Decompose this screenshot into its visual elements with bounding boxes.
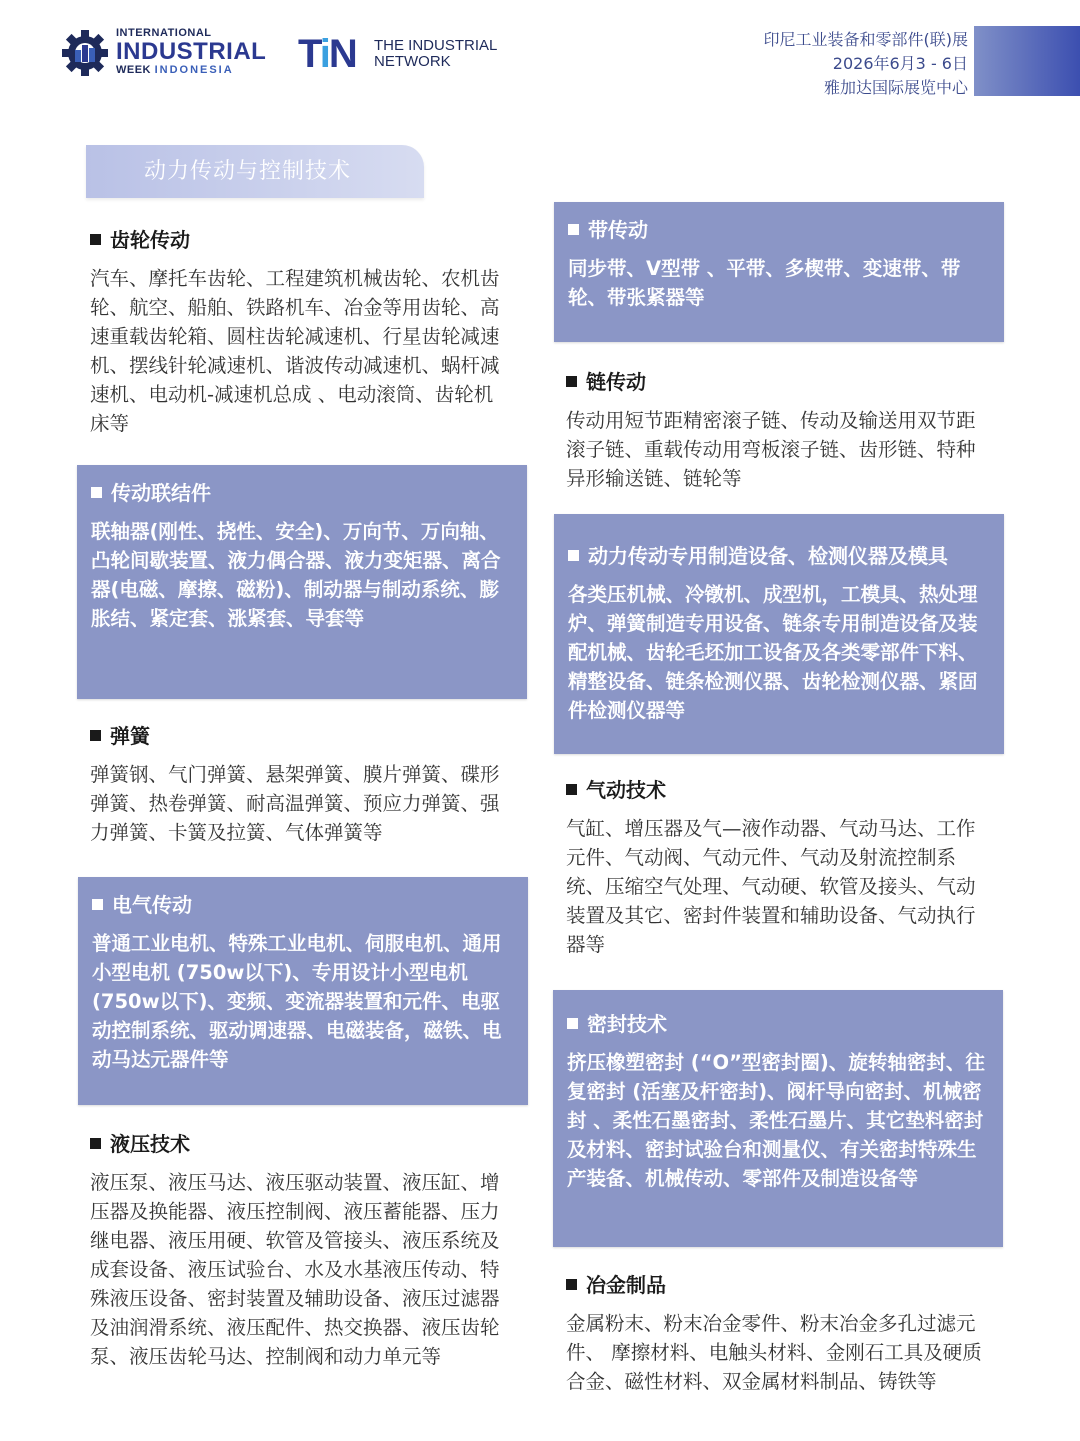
square-bullet-icon <box>568 224 579 235</box>
category-title: 密封技术 <box>567 1010 989 1038</box>
category-text: 同步带、V型带 、平带、多楔带、变速带、带轮、带张紧器等 <box>568 257 961 309</box>
category-pneumatics <box>554 776 1000 959</box>
square-bullet-icon <box>566 784 577 795</box>
page-header <box>0 0 1080 100</box>
gear-icon <box>60 28 110 78</box>
iiw-logo-week: WEEK <box>116 64 151 76</box>
category-title: 链传动 <box>566 368 988 396</box>
category-transmission-couplings <box>77 465 527 699</box>
category-metallurgy-products <box>554 1271 1000 1396</box>
category-title: 带传动 <box>568 216 990 244</box>
category-text: 液压泵、液压马达、液压驱动装置、液压缸、增压器及换能器、液压控制阀、液压蓄能器、压力继电器、液压用硬、软管及管接头、液压系统及成套设备、液压试验台、水及水基液压传动、特殊液压设备、密封装置及辅助设备、液压过滤器及油润滑系统、液压配件、热交换器、液压齿轮泵、液压齿轮马达、控制阀和动力单元等 <box>90 1171 500 1368</box>
category-springs <box>78 722 524 847</box>
square-bullet-icon <box>92 899 103 910</box>
category-title: 齿轮传动 <box>90 226 512 254</box>
tin-logo-mark: TiN <box>298 32 356 76</box>
category-title: 传动联结件 <box>91 479 513 507</box>
category-title: 电气传动 <box>92 891 514 919</box>
category-text: 气缸、增压器及气—液作动器、气动马达、工作元件、气动阀、气动元件、气动及射流控制系统、压缩空气处理、气动硬、软管及接头、气动装置及其它、密封件装置和辅助设备、气动执行器等 <box>566 817 976 956</box>
header-accent-bar <box>974 26 1080 96</box>
event-title: 印尼工业装备和零部件(联)展 <box>763 30 968 49</box>
category-text: 普通工业电机、特殊工业电机、伺服电机、通用小型电机 (750w以下)、专用设计小型电机 (750w以下)、变频、变流器装置和元件、电驱动控制系统、驱动调速器、电磁装备，磁铁、电动马达元器件等 <box>92 932 502 1071</box>
iiw-logo-indonesia: INDONESIA <box>154 64 234 76</box>
category-sealing-technology <box>553 990 1003 1247</box>
category-manufacturing-equipment <box>554 514 1004 754</box>
square-bullet-icon <box>566 376 577 387</box>
square-bullet-icon <box>91 487 102 498</box>
iiw-logo-line1: INTERNATIONAL <box>116 27 212 39</box>
square-bullet-icon <box>568 550 579 561</box>
category-gear-transmission <box>78 226 524 438</box>
square-bullet-icon <box>90 730 101 741</box>
category-text: 金属粉末、粉末冶金零件、粉末冶金多孔过滤元件、 摩擦材料、电触头材料、金刚石工具及硬质合金、磁性材料、双金属材料制品、铸铁等 <box>566 1312 982 1393</box>
category-title: 气动技术 <box>566 776 988 804</box>
category-text: 汽车、摩托车齿轮、工程建筑机械齿轮、农机齿轮、航空、船舶、铁路机车、冶金等用齿轮、高速重载齿轮箱、圆柱齿轮减速机、行星齿轮减速机、摆线针轮减速机、谐波传动减速机、蜗杆减速机、电动机-减速机总成 、电动滚筒、齿轮机床等 <box>90 267 500 435</box>
category-electric-drive <box>78 877 528 1105</box>
category-text: 联轴器(刚性、挠性、安全)、万向节、万向轴、凸轮间歇装置、液力偶合器、液力变矩器、离合器(电磁、摩擦、磁粉)、制动器与制动系统、膨胀结、紧定套、涨紧套、导套等 <box>91 520 501 630</box>
square-bullet-icon <box>90 234 101 245</box>
category-text: 挤压橡塑密封 (“O”型密封圈)、旋转轴密封、往复密封 (活塞及杆密封)、阀杆导向密封、机械密封 、柔性石墨密封、柔性石墨片、其它垫料密封及材料、密封试验台和测量仪、有关密封特殊生产装备、机械传动、零部件及制造设备等 <box>567 1051 985 1190</box>
square-bullet-icon <box>566 1279 577 1290</box>
tin-logo-line1: THE INDUSTRIAL <box>374 37 498 54</box>
tin-logo <box>298 34 518 74</box>
square-bullet-icon <box>567 1018 578 1029</box>
event-info <box>764 28 969 100</box>
tin-logo-line2: NETWORK <box>374 53 451 70</box>
category-title: 动力传动专用制造设备、检测仪器及模具 <box>568 542 990 570</box>
section-title: 动力传动与控制技术 <box>86 145 424 198</box>
iiw-logo <box>60 26 267 82</box>
category-chain-drive <box>554 368 1000 493</box>
event-venue: 雅加达国际展览中心 <box>823 78 968 97</box>
category-title: 冶金制品 <box>566 1271 988 1299</box>
category-text: 各类压机械、冷镦机、成型机，工模具、热处理炉、弹簧制造专用设备、链条专用制造设备及装配机械、齿轮毛坯加工设备及各类零部件下料、精整设备、链条检测仪器、齿轮检测仪器、紧固件检测仪器等 <box>568 583 978 722</box>
event-date: 2026年6月3 - 6日 <box>832 54 968 73</box>
square-bullet-icon <box>90 1138 101 1149</box>
category-title: 弹簧 <box>90 722 512 750</box>
iiw-logo-line2: INDUSTRIAL <box>116 38 267 65</box>
category-hydraulics <box>78 1130 524 1371</box>
category-belt-drive <box>554 202 1004 342</box>
category-text: 传动用短节距精密滚子链、传动及输送用双节距滚子链、重载传动用弯板滚子链、齿形链、特种异形输送链、链轮等 <box>566 409 976 490</box>
category-text: 弹簧钢、气门弹簧、悬架弹簧、膜片弹簧、碟形弹簧、热卷弹簧、耐高温弹簧、预应力弹簧、强力弹簧、卡簧及拉簧、气体弹簧等 <box>90 763 500 844</box>
category-title: 液压技术 <box>90 1130 512 1158</box>
